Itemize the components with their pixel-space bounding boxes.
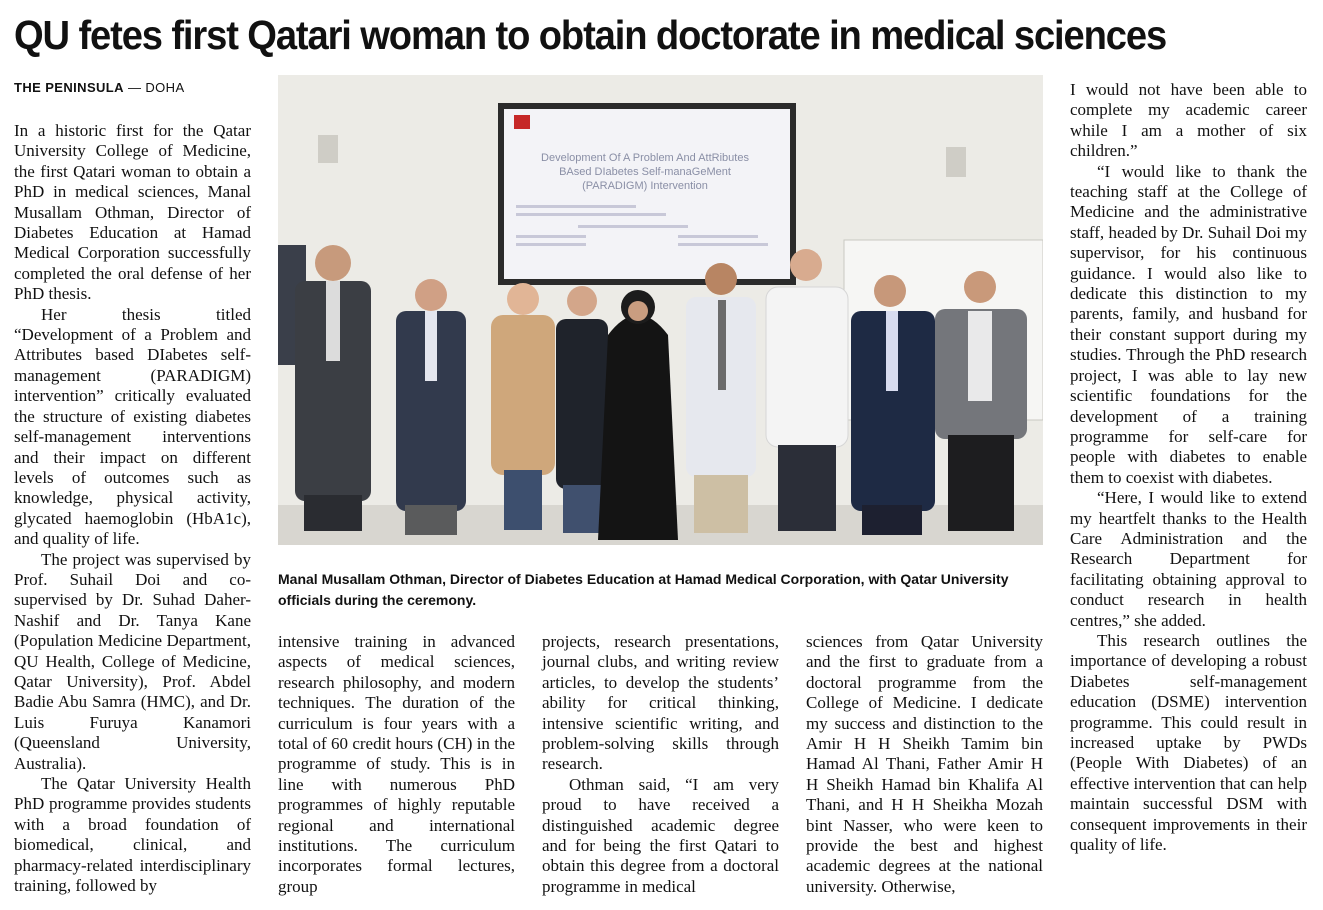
byline-source: THE PENINSULA bbox=[14, 80, 124, 95]
byline bbox=[14, 80, 185, 95]
paragraph: sciences from Qatar University and the first to graduate from a doctoral programme from the College of Medicine. I dedicate my success and distinction to the Amir H H Sheikh Tamim bin Hamad Al Thani, Father Amir H H Sheikh Hamad bin Khalifa Al Thani, and H H Sheikha Mozah bint Nasser, who were keen to provide the best and highest academic degrees at the national university. Otherwise, bbox=[806, 632, 1043, 896]
byline-separator: — bbox=[123, 80, 146, 95]
article-column-5 bbox=[1070, 80, 1307, 855]
paragraph: Her thesis titled “Development of a Problem and Attributes based DIabetes self-management (PARADIGM) intervention” critically evaluated the structure of existing diabetes self-management interventions and their impact on different levels of outcomes such as knowledge, physical activity, glycated haemoglobin (HbA1c), and quality of life. bbox=[14, 304, 251, 549]
paragraph: This research outlines the importance of developing a robust Diabetes self-management education (DSME) intervention programme. This could result in increased uptake by PWDs (People With Diabetes) of an effective intervention that can help maintain successful DSM with consequent improvements in their quality of life. bbox=[1070, 630, 1307, 855]
article-column-2 bbox=[278, 632, 515, 897]
paragraph: “I would like to thank the teaching staff at the College of Medicine and the administrative staff, headed by Dr. Suhail Doi my supervisor, for his continuous guidance. I would also like to dedicate this distinction to my parents, family, and husband for their constant support during my studies. Through the PhD research project, I was able to lay new scientific foundations for the development of a training programme for self-care for people with diabetes to enable them to coexist with diabetes. bbox=[1070, 161, 1307, 487]
paragraph: The project was supervised by Prof. Suhail Doi and co-supervised by Dr. Suhad Daher-Nashif and Dr. Tanya Kane (Population Medicine Department, QU Health, College of Medicine, Qatar University), Prof. Abdel Badie Abu Samra (HMC), and Dr. Luis Furuya Kanamori (Queensland University, Australia). bbox=[14, 549, 251, 773]
paragraph: projects, research presentations, journal clubs, and writing review articles, to develop the students’ ability for critical thinking, intensive scientific writing, and problem-solving skills through research. bbox=[542, 632, 779, 774]
paragraph: intensive training in advanced aspects of medical sciences, research philosophy, and modern techniques. The duration of the curriculum is four years with a total of 60 credit hours (CH) in the programme of study. This is in line with numerous PhD programmes of highly reputable regional and international institutions. The curriculum incorporates formal lectures, group bbox=[278, 632, 515, 896]
paragraph: Othman said, “I am very proud to have received a distinguished academic degree and for being the first Qatari to obtain this degree from a doctoral programme in medical bbox=[542, 774, 779, 896]
photo-caption: Manal Musallam Othman, Director of Diabetes Education at Hamad Medical Corporation, with Qatar University officials during the ceremony. bbox=[278, 571, 1009, 608]
ceremony-photo-illustration bbox=[278, 75, 1043, 545]
paragraph: I would not have been able to complete my academic career while I am a mother of six children.” bbox=[1070, 80, 1307, 161]
article-column-1 bbox=[14, 121, 251, 896]
paragraph: In a historic first for the Qatar University College of Medicine, the first Qatari woman to obtain a PhD in medical sciences, Manal Musallam Othman, Director of Diabetes Education at Hamad Medical Corporation successfully completed the oral defense of her PhD thesis. bbox=[14, 121, 251, 304]
article-column-3 bbox=[542, 632, 779, 897]
slide-title-line-3: (PARADIGM) Intervention bbox=[582, 180, 708, 192]
byline-place: DOHA bbox=[145, 80, 185, 95]
paragraph: “Here, I would like to extend my heartfelt thanks to the Health Care Administration and the Research Department for facilitating obtaining approval to conduct research in health centres,” she added. bbox=[1070, 488, 1307, 630]
headline: QU fetes first Qatari woman to obtain doctorate in medical sciences bbox=[14, 12, 1167, 58]
article-column-4 bbox=[806, 632, 1043, 897]
slide-title-line-1: Development Of A Problem And AttRibutes bbox=[541, 152, 749, 164]
paragraph: The Qatar University Health PhD programme provides students with a broad foundation of biomedical, clinical, and pharmacy-related interdisciplinary training, followed by bbox=[14, 774, 251, 896]
slide-title-line-2: BAsed DIabetes Self-manaGeMent bbox=[559, 166, 731, 178]
ceremony-photo bbox=[278, 75, 1043, 545]
